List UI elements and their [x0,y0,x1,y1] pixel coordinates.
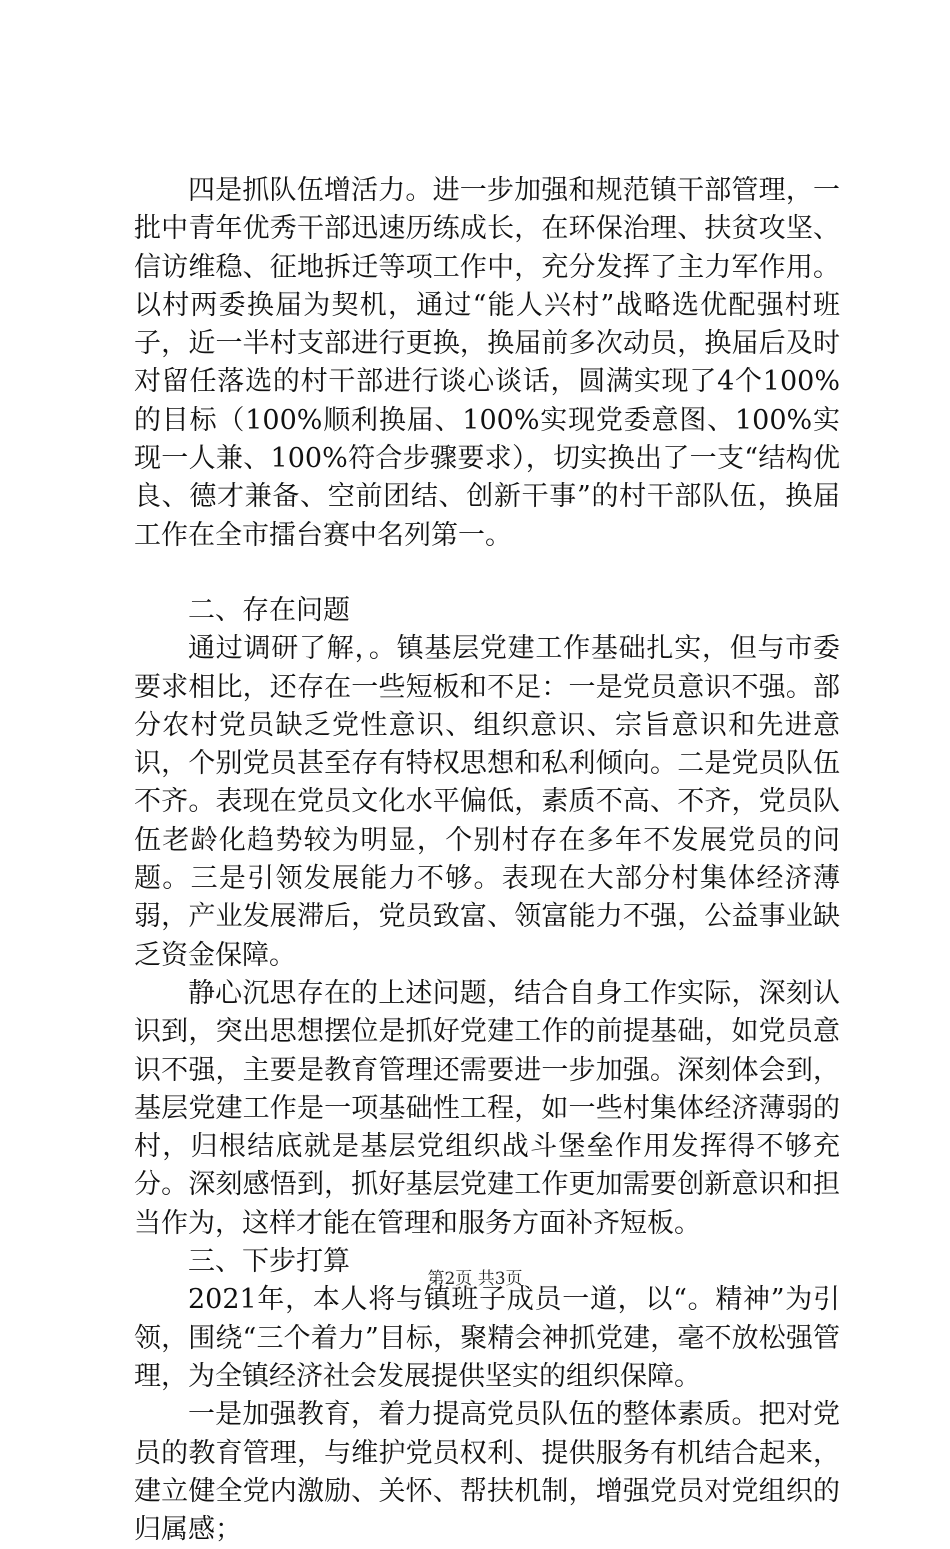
paragraph-problems: 通过调研了解，。镇基层党建工作基础扎实，但与市委要求相比，还存在一些短板和不足：一是党员意识不强。部分农村党员缺乏党性意识、组织意识、宗旨意识和先进意识，个别党员甚至存有特权思想和私利倾向。二是党员队伍不齐。表现在党员文化水平偏低，素质不高、不齐，党员队伍老龄化趋势较为明显，个别村存在多年不发展党员的问题。三是引领发展能力不够。表现在大部分村集体经济薄弱，产业发展滞后，党员致富、领富能力不强，公益事业缺乏资金保障。 [134,633,840,971]
page-footer: 第2页 共3页 [427,1269,523,1289]
heading-next-steps: 三、下步打算 [188,1246,350,1278]
heading-existing-problems: 二、存在问题 [188,594,350,626]
paragraph-plan-2021: 2021年，本人将与镇班子成员一道，以“。精神”为引领，围绕“三个着力”目标，聚精会神抓党建，毫不放松强管理，为全镇经济社会发展提供坚实的组织保障。 [134,1284,840,1392]
paragraph-team-building: 四是抓队伍增活力。进一步加强和规范镇干部管理，一批中青年优秀干部迅速历练成长，在环保治理、扶贫攻坚、信访维稳、征地拆迁等项工作中，充分发挥了主力军作用。以村两委换届为契机，通过“能人兴村”战略选优配强村班子，近一半村支部进行更换，换届前多次动员，换届后及时对留任落选的村干部进行谈心谈话，圆满实现了4个100%的目标（100%顺利换届、100%实现党委意图、100%实现一人兼、100%符合步骤要求），切实换出了一支“结构优良、德才兼备、空前团结、创新干事”的村干部队伍，换届工作在全市擂台赛中名列第一。 [134,175,840,551]
paragraph-reflection: 静心沉思存在的上述问题，结合自身工作实际，深刻认识到，突出思想摆位是抓好党建工作的前提基础，如党员意识不强，主要是教育管理还需要进一步加强。深刻体会到，基层党建工作是一项基础性工程，如一些村集体经济薄弱的村，归根结底就是基层党组织战斗堡垒作用发挥得不够充分。深刻感悟到，抓好基层党建工作更加需要创新意识和担当作为，这样才能在管理和服务方面补齐短板。 [134,977,840,1239]
document-body [134,172,840,1549]
paragraph-strengthen-education: 一是加强教育，着力提高党员队伍的整体素质。把对党员的教育管理，与维护党员权利、提供服务有机结合起来，建立健全党内激励、关怀、帮扶机制，增强党员对党组织的归属感； [134,1399,840,1546]
